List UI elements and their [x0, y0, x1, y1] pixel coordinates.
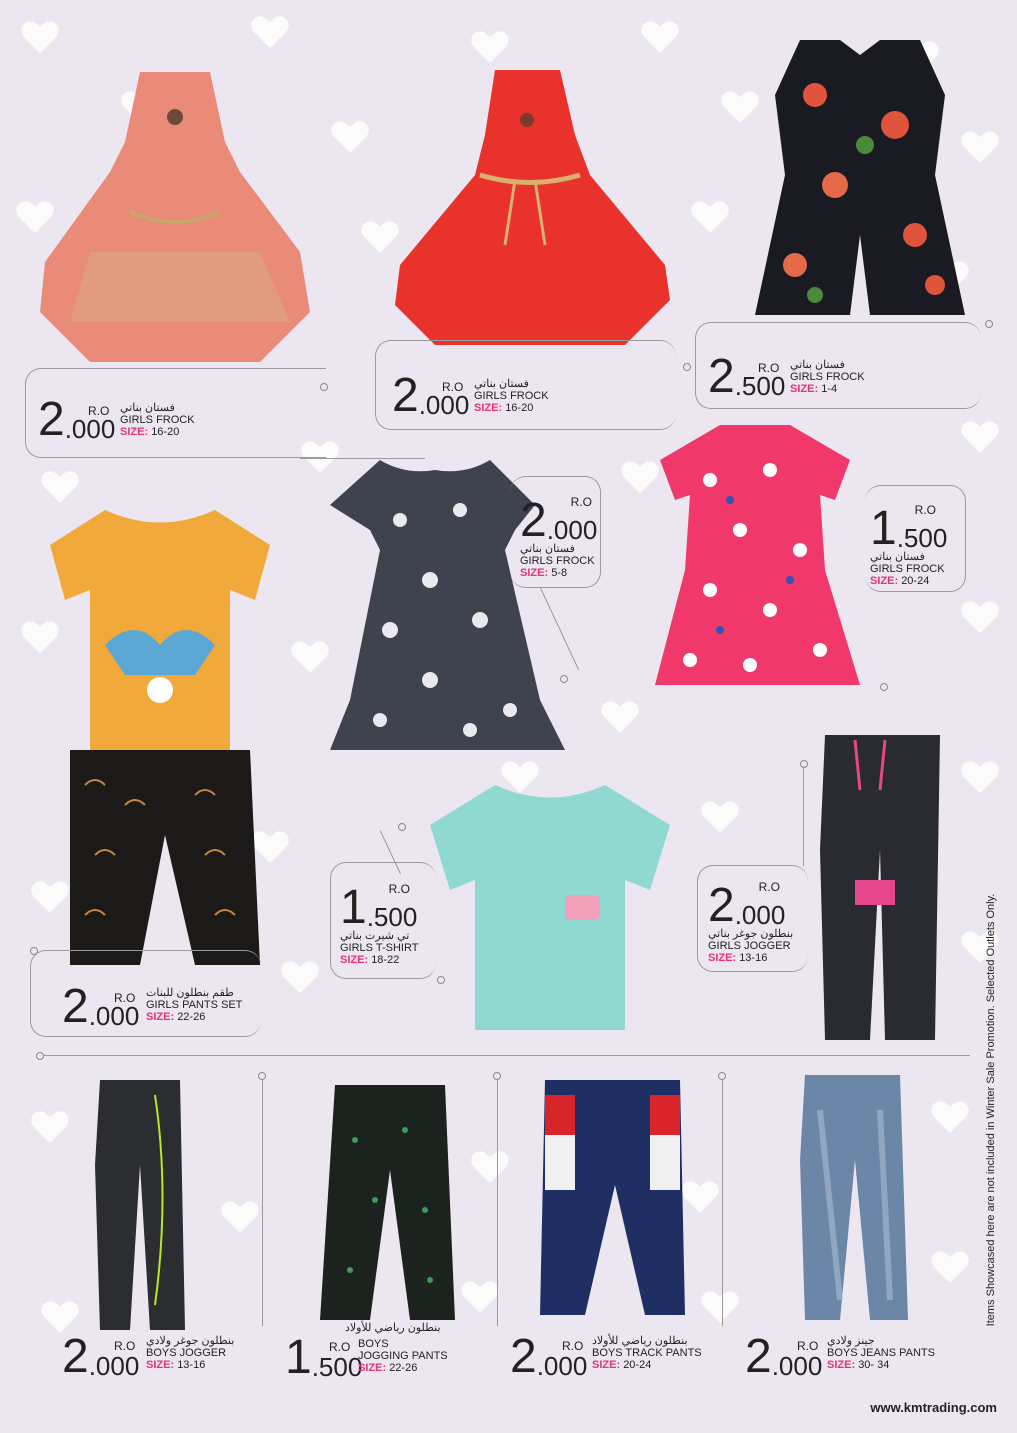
callout-dot-5 — [880, 683, 888, 691]
price-label-1 — [38, 393, 298, 448]
size-row — [146, 1011, 242, 1023]
price-fraction: .000 — [771, 1351, 823, 1381]
size-label: SIZE: — [790, 383, 819, 395]
size-value: 13-16 — [739, 952, 768, 964]
boys-jogger-icon — [95, 1075, 185, 1335]
currency: R.O — [329, 1340, 351, 1354]
arabic-name: طقم بنطلون للبنات — [146, 987, 234, 999]
currency: R.O — [758, 880, 780, 894]
product-image-girls-jogger[interactable] — [815, 730, 945, 1050]
price-whole: 2 — [392, 369, 419, 422]
product-name: GIRLS JOGGER — [708, 940, 791, 952]
arabic-name: فستان بناتي — [520, 543, 575, 555]
heart-icon — [960, 760, 1000, 794]
product-name: BOYS — [358, 1338, 389, 1350]
heart-icon — [460, 1280, 500, 1314]
arabic-name: فستان بناتي — [790, 359, 845, 371]
red-frock-icon — [385, 65, 675, 345]
size-value: 16-20 — [505, 402, 534, 414]
heart-icon — [640, 20, 680, 54]
product-image-girls-frock-red[interactable] — [385, 65, 675, 345]
heart-icon — [600, 700, 640, 734]
pants-set-icon — [45, 505, 275, 975]
product-image-girls-t-shirt[interactable] — [425, 780, 675, 1035]
size-value: 20-24 — [901, 575, 930, 587]
currency: R.O — [114, 991, 136, 1005]
col-dot-1 — [258, 1072, 266, 1080]
size-row — [790, 383, 865, 395]
callout-line-8 — [803, 766, 804, 866]
product-image-girls-frock-floral-romper[interactable] — [745, 35, 975, 320]
currency: R.O — [797, 1339, 819, 1353]
size-label: SIZE: — [358, 1362, 387, 1374]
size-value: 22-26 — [177, 1011, 206, 1023]
callout-dot-7b — [437, 976, 445, 984]
price-label-7 — [340, 882, 435, 972]
price-whole: 2 — [708, 879, 735, 932]
product-name-line-2: JOGGING PANTS — [358, 1350, 448, 1362]
size-value: 1-4 — [821, 383, 838, 395]
size-row — [827, 1359, 935, 1371]
size-label: SIZE: — [340, 954, 369, 966]
price-whole: 2 — [38, 393, 65, 446]
price-label-5 — [870, 503, 965, 593]
heart-icon — [930, 1100, 970, 1134]
product-image-boys-track-pants[interactable] — [535, 1075, 690, 1320]
product-name: GIRLS T-SHIRT — [340, 942, 419, 954]
price-fraction: .500 — [734, 371, 786, 401]
price-whole: 1 — [285, 1331, 312, 1384]
boys-jeans-icon — [800, 1070, 910, 1325]
divider-dot-left — [36, 1052, 44, 1060]
arabic-name: بنطلون جوغر ولادي — [146, 1335, 235, 1347]
size-row — [870, 575, 965, 587]
heart-icon — [690, 200, 730, 234]
section-divider — [40, 1055, 970, 1056]
product-name: GIRLS FROCK — [120, 414, 195, 426]
price-whole: 2 — [745, 1330, 772, 1383]
currency: R.O — [570, 495, 592, 509]
price-label-10 — [285, 1322, 485, 1382]
size-value: 5-8 — [551, 567, 568, 579]
product-image-boys-jogging-pants[interactable] — [315, 1080, 455, 1325]
price-fraction: .000 — [88, 1351, 140, 1381]
price-label-4 — [520, 495, 610, 585]
product-name: GIRLS FROCK — [520, 555, 595, 567]
boys-jogging-pants-icon — [315, 1080, 455, 1325]
product-name: BOYS JOGGER — [146, 1347, 227, 1359]
heart-icon — [220, 1200, 260, 1234]
size-row — [358, 1362, 448, 1374]
price-whole: 2 — [62, 1330, 89, 1383]
price-whole: 2 — [520, 494, 547, 547]
price-fraction: .000 — [734, 900, 786, 930]
arabic-name: فستان بناتي — [120, 402, 175, 414]
currency: R.O — [114, 1339, 136, 1353]
col-dot-2 — [493, 1072, 501, 1080]
size-value: 20-24 — [623, 1359, 652, 1371]
size-label: SIZE: — [120, 426, 149, 438]
size-label: SIZE: — [592, 1359, 621, 1371]
price-label-11 — [510, 1330, 720, 1385]
product-image-girls-pants-set[interactable] — [45, 505, 275, 975]
callout-line-1 — [300, 458, 425, 459]
size-row — [708, 952, 808, 964]
heart-icon — [40, 470, 80, 504]
heart-icon — [330, 120, 370, 154]
product-image-girls-frock-coral[interactable] — [30, 62, 320, 362]
price-fraction: .500 — [311, 1352, 363, 1382]
size-value: 22-26 — [389, 1362, 418, 1374]
heart-icon — [960, 420, 1000, 454]
size-value: 18-22 — [371, 954, 400, 966]
product-name: GIRLS PANTS SET — [146, 999, 243, 1011]
heart-icon — [20, 20, 60, 54]
size-label: SIZE: — [474, 402, 503, 414]
heart-icon — [40, 1300, 80, 1334]
price-fraction: .000 — [64, 414, 116, 444]
product-image-girls-frock-pink-floral[interactable] — [650, 420, 865, 690]
price-fraction: .500 — [896, 523, 948, 553]
callout-dot-2 — [683, 363, 691, 371]
size-label: SIZE: — [146, 1359, 175, 1371]
size-row — [592, 1359, 702, 1371]
size-row — [340, 954, 435, 966]
product-name: GIRLS FROCK — [870, 563, 945, 575]
currency: R.O — [914, 503, 936, 517]
heart-icon — [250, 15, 290, 49]
product-name: GIRLS FROCK — [790, 371, 865, 383]
currency: R.O — [562, 1339, 584, 1353]
disclaimer-text: Items Showcased here are not included in Winter Sale Promotion. Selected Outlets Only. — [985, 893, 997, 1327]
callout-dot-1 — [320, 383, 328, 391]
price-label-3 — [708, 350, 968, 405]
size-row — [474, 402, 549, 414]
price-label-6 — [62, 980, 262, 1035]
heart-icon — [470, 30, 510, 64]
price-fraction: .000 — [88, 1001, 140, 1031]
product-image-boys-jogger[interactable] — [95, 1075, 185, 1335]
arabic-name: بنطلون جوغر بناتي — [708, 928, 794, 940]
callout-dot-3 — [985, 320, 993, 328]
price-fraction: .500 — [366, 902, 418, 932]
callout-dot-6 — [30, 947, 38, 955]
product-name: BOYS TRACK PANTS — [592, 1347, 702, 1359]
size-value: 30- 34 — [858, 1359, 890, 1371]
price-whole: 2 — [62, 980, 89, 1033]
arabic-name: بنطلون رياضي للأولاد — [592, 1335, 688, 1347]
heart-icon — [700, 1290, 740, 1324]
disclaimer-note — [985, 870, 997, 1350]
size-label: SIZE: — [146, 1011, 175, 1023]
heart-icon — [930, 1250, 970, 1284]
heart-icon — [280, 960, 320, 994]
currency: R.O — [388, 882, 410, 896]
heart-icon — [700, 800, 740, 834]
col-divider-3 — [722, 1076, 723, 1326]
website-link[interactable]: www.kmtrading.com — [870, 1400, 997, 1415]
coral-frock-icon — [30, 62, 320, 362]
col-divider-1 — [262, 1076, 263, 1326]
pink-frock-icon — [650, 420, 865, 690]
price-whole: 2 — [708, 350, 735, 403]
price-whole: 2 — [510, 1330, 537, 1383]
girls-jogger-icon — [815, 730, 945, 1050]
size-row — [146, 1359, 234, 1371]
size-label: SIZE: — [708, 952, 737, 964]
price-whole: 1 — [340, 881, 367, 934]
size-row — [120, 426, 195, 438]
mint-tshirt-icon — [425, 780, 675, 1035]
currency: R.O — [442, 380, 464, 394]
heart-icon — [470, 1150, 510, 1184]
heart-icon — [960, 600, 1000, 634]
size-label: SIZE: — [870, 575, 899, 587]
price-label-2 — [392, 369, 652, 424]
arabic-name: بنطلون رياضي للأولاد — [345, 1322, 441, 1334]
price-label-8 — [708, 880, 808, 970]
price-whole: 1 — [870, 502, 897, 555]
arabic-name: فستان بناتي — [474, 378, 529, 390]
size-label: SIZE: — [827, 1359, 856, 1371]
col-dot-3 — [718, 1072, 726, 1080]
heart-icon — [30, 1110, 70, 1144]
floral-romper-icon — [745, 35, 975, 320]
callout-dot-8 — [800, 760, 808, 768]
size-value: 16-20 — [151, 426, 180, 438]
currency: R.O — [758, 361, 780, 375]
arabic-name: تي شيرت بناتي — [340, 930, 410, 942]
size-value: 13-16 — [177, 1359, 206, 1371]
callout-dot-4 — [560, 675, 568, 683]
arabic-name: جينز ولادي — [827, 1335, 875, 1347]
price-label-12 — [745, 1330, 960, 1385]
product-name: GIRLS FROCK — [474, 390, 549, 402]
col-divider-2 — [497, 1076, 498, 1326]
price-label-9 — [62, 1330, 252, 1385]
size-label: SIZE: — [520, 567, 549, 579]
size-row — [520, 567, 610, 579]
arabic-name: فستان بناتي — [870, 551, 925, 563]
boys-track-pants-icon — [535, 1075, 690, 1320]
price-fraction: .000 — [418, 390, 470, 420]
callout-dot-7 — [398, 823, 406, 831]
price-fraction: .000 — [546, 515, 598, 545]
product-image-boys-jeans-pants[interactable] — [800, 1070, 910, 1325]
currency: R.O — [88, 404, 110, 418]
product-name: BOYS JEANS PANTS — [827, 1347, 935, 1359]
price-fraction: .000 — [536, 1351, 588, 1381]
